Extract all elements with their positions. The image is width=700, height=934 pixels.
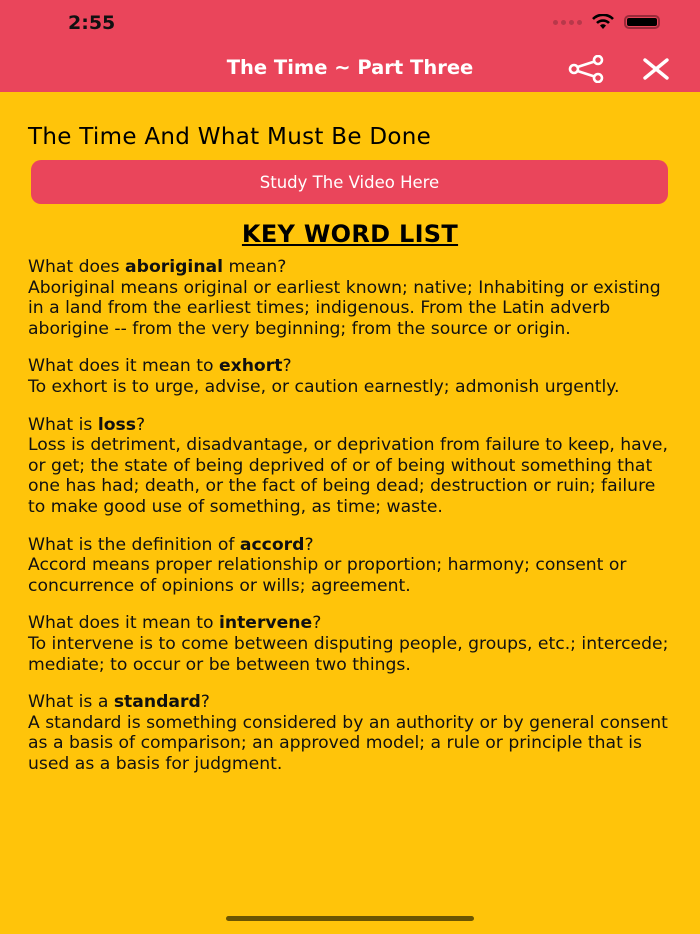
question-text: What is the definition of	[28, 534, 240, 555]
share-icon[interactable]	[566, 55, 606, 83]
question-text: ?	[304, 534, 314, 555]
question	[28, 535, 672, 556]
key-term: accord	[239, 534, 305, 555]
wifi-icon	[592, 14, 614, 30]
home-indicator[interactable]	[226, 916, 474, 921]
definition: A standard is something considered by an authority or by general consent as a basis of comparison; an approved model; a rule or principle that is used as a basis for judgment.	[28, 712, 668, 774]
list-item	[28, 535, 672, 597]
question-text: ?	[282, 356, 292, 377]
key-term: exhort	[218, 356, 283, 377]
question-text: mean?	[223, 257, 287, 277]
page-heading: The Time And What Must Be Done	[28, 124, 432, 150]
question-text: ?	[136, 414, 146, 435]
entries-list	[28, 257, 672, 774]
question-text: What is	[28, 414, 98, 435]
key-term: aboriginal	[125, 257, 224, 277]
key-word-list-title: KEY WORD LIST	[241, 220, 459, 248]
question-text: What does it mean to	[28, 613, 219, 634]
definition: To intervene is to come between disputing people, groups, etc.; intercede; mediate; to occur or be between two things.	[28, 633, 669, 675]
definition: Loss is detriment, disadvantage, or deprivation from failure to keep, have, or get; the state of being deprived of or of being without something that one has had; death, or the fact of being dead; destruction or ruin; failure to make good use of something, as time; waste.	[28, 435, 668, 517]
key-term: loss	[97, 414, 136, 435]
question	[28, 356, 672, 377]
study-video-button[interactable]: Study The Video Here	[31, 160, 668, 204]
close-icon[interactable]	[642, 57, 670, 81]
question	[28, 613, 672, 634]
definition: Accord means proper relationship or proportion; harmony; consent or concurrence of opinions or wills; agreement.	[28, 555, 627, 596]
list-item	[28, 257, 672, 339]
question-text: What does	[28, 257, 126, 277]
status-time: 2:55	[68, 12, 116, 34]
list-item	[28, 415, 672, 518]
header-bar	[0, 0, 700, 92]
battery-icon	[624, 15, 660, 29]
question-text: What is a	[28, 692, 114, 713]
definition: To exhort is to urge, advise, or caution earnestly; admonish urgently.	[28, 376, 620, 397]
question-text: What does it mean to	[28, 356, 219, 377]
list-item	[28, 692, 672, 774]
signal-icon	[553, 20, 582, 25]
question-text: ?	[312, 613, 322, 634]
list-item	[28, 356, 672, 397]
question	[28, 257, 672, 278]
question-text: ?	[200, 692, 210, 713]
key-term: standard	[113, 692, 201, 713]
content	[28, 92, 672, 774]
nav-title: The Time ~ Part Three	[226, 56, 474, 79]
question	[28, 415, 672, 436]
key-term: intervene	[218, 613, 313, 634]
question	[28, 692, 672, 713]
list-item	[28, 613, 672, 675]
status-icons	[553, 14, 660, 30]
definition: Aboriginal means original or earliest known; native; Inhabiting or existing in a land from the earliest times; indigenous. From the Latin adverb aborigine -- from the very beginning; from the source or origin.	[28, 277, 661, 339]
